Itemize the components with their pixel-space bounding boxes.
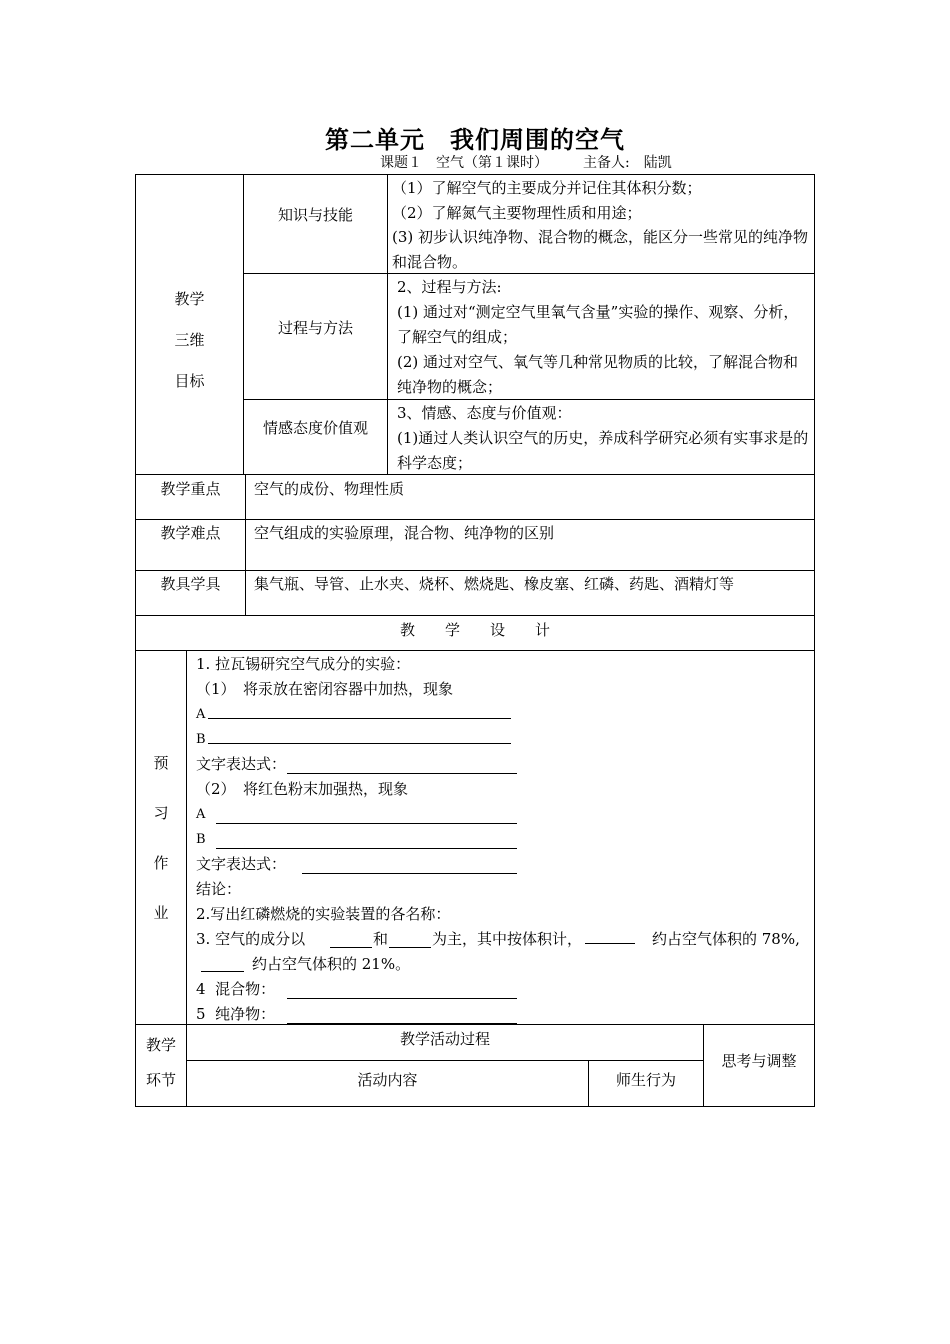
page-subtitle: 课题１ 空气（第１课时） 主备人: 陆凯 [380,155,672,171]
preview-q3-and: 和 [373,930,389,948]
stage-label-1: 教学 [145,1036,176,1054]
design-header: 教 学 设 计 [399,621,550,639]
process-label: 过程与方法 [277,319,353,337]
answer-blank [287,773,517,774]
answer-blank [302,873,517,874]
knowledge-line-2: （2）了解氮气主要物理性质和用途； [392,204,642,222]
knowledge-line-1: （1）了解空气的主要成分并记住其体积分数； [392,179,702,197]
preview-q5: 5 纯净物： [196,1005,276,1023]
preview-q1-2: （2） 将红色粉末加强热，现象 [196,780,409,798]
process-line-1: 2、过程与方法: [397,278,502,296]
preview-q1-1-b: B [196,732,206,747]
answer-blank [330,947,372,948]
difficulty-label: 教学难点 [160,524,221,542]
knowledge-line-3: (3) 初步认识纯净物、混合物的概念，能区分一些常见的纯净物和混合物。 [392,228,809,271]
teacher-student-header: 师生行为 [615,1071,676,1089]
difficulty-value: 空气组成的实验原理，混合物、纯净物的区别 [254,524,555,542]
answer-blank [287,998,517,999]
reflection-header: 思考与调整 [721,1052,797,1070]
preview-q3-part-c: 约占空气体积的 78%, [652,930,800,948]
preview-q2: 2.写出红磷燃烧的实验装置的各名称： [196,905,451,923]
page-title: 第二单元 我们周围的空气 [325,125,625,154]
process-line-2: (1) 通过对“测定空气里氧气含量”实验的操作、观察、分析，了解空气的组成； [397,303,799,346]
emotion-line-1: 3、情感、态度与价值观： [397,404,572,422]
preview-q1-2-a: A [196,807,206,822]
activity-content-header: 活动内容 [357,1071,418,1089]
preview-label-1: 预 [153,754,169,772]
preview-q1-2-b: B [196,832,206,847]
answer-blank [585,943,635,944]
answer-blank [389,947,431,948]
preview-q1-1-a: A [196,707,206,722]
preview-q1-2-formula: 文字表达式： [196,855,287,873]
emotion-label: 情感态度价值观 [262,419,368,437]
preview-label-3: 作 [153,854,169,872]
answer-blank [216,823,517,824]
preview-label-2: 习 [153,804,169,822]
activity-process-header: 教学活动过程 [399,1030,490,1048]
emotion-line-2: (1)通过人类认识空气的历史，养成科学研究必须有实事求是的科学态度； [397,429,809,472]
preview-q3-part-d: 约占空气体积的 21%。 [252,955,411,973]
preview-q1: 1. 拉瓦锡研究空气成分的实验： [196,655,411,673]
key-point-label: 教学重点 [160,480,221,498]
preview-q4: 4 混合物： [196,980,276,998]
goals-header-2: 三维 [174,331,205,349]
process-line-3: (2) 通过对空气、氧气等几种常见物质的比较，了解混合物和纯净物的概念； [397,353,799,396]
tools-label: 教具学具 [160,575,221,593]
preview-q3-part-a: 3. 空气的成分以 [196,930,306,948]
answer-blank [208,718,511,719]
answer-blank [208,743,511,744]
preview-label-4: 业 [153,904,169,922]
preview-q1-1: （1） 将汞放在密闭容器中加热，现象 [196,680,454,698]
key-point-value: 空气的成份、物理性质 [254,480,405,498]
answer-blank [201,971,244,972]
stage-label-2: 环节 [145,1071,176,1089]
goals-header-1: 教学 [174,290,205,308]
answer-blank [216,848,517,849]
answer-blank [287,1023,517,1024]
tools-value: 集气瓶、导管、止水夹、烧杯、燃烧匙、橡皮塞、红磷、药匙、酒精灯等 [254,575,735,593]
preview-conclusion: 结论： [196,880,242,898]
knowledge-label: 知识与技能 [277,206,353,224]
preview-q3-part-b: 为主，其中按体积计， [432,930,583,948]
preview-q1-1-formula: 文字表达式： [196,755,287,773]
goals-header-3: 目标 [174,372,205,390]
